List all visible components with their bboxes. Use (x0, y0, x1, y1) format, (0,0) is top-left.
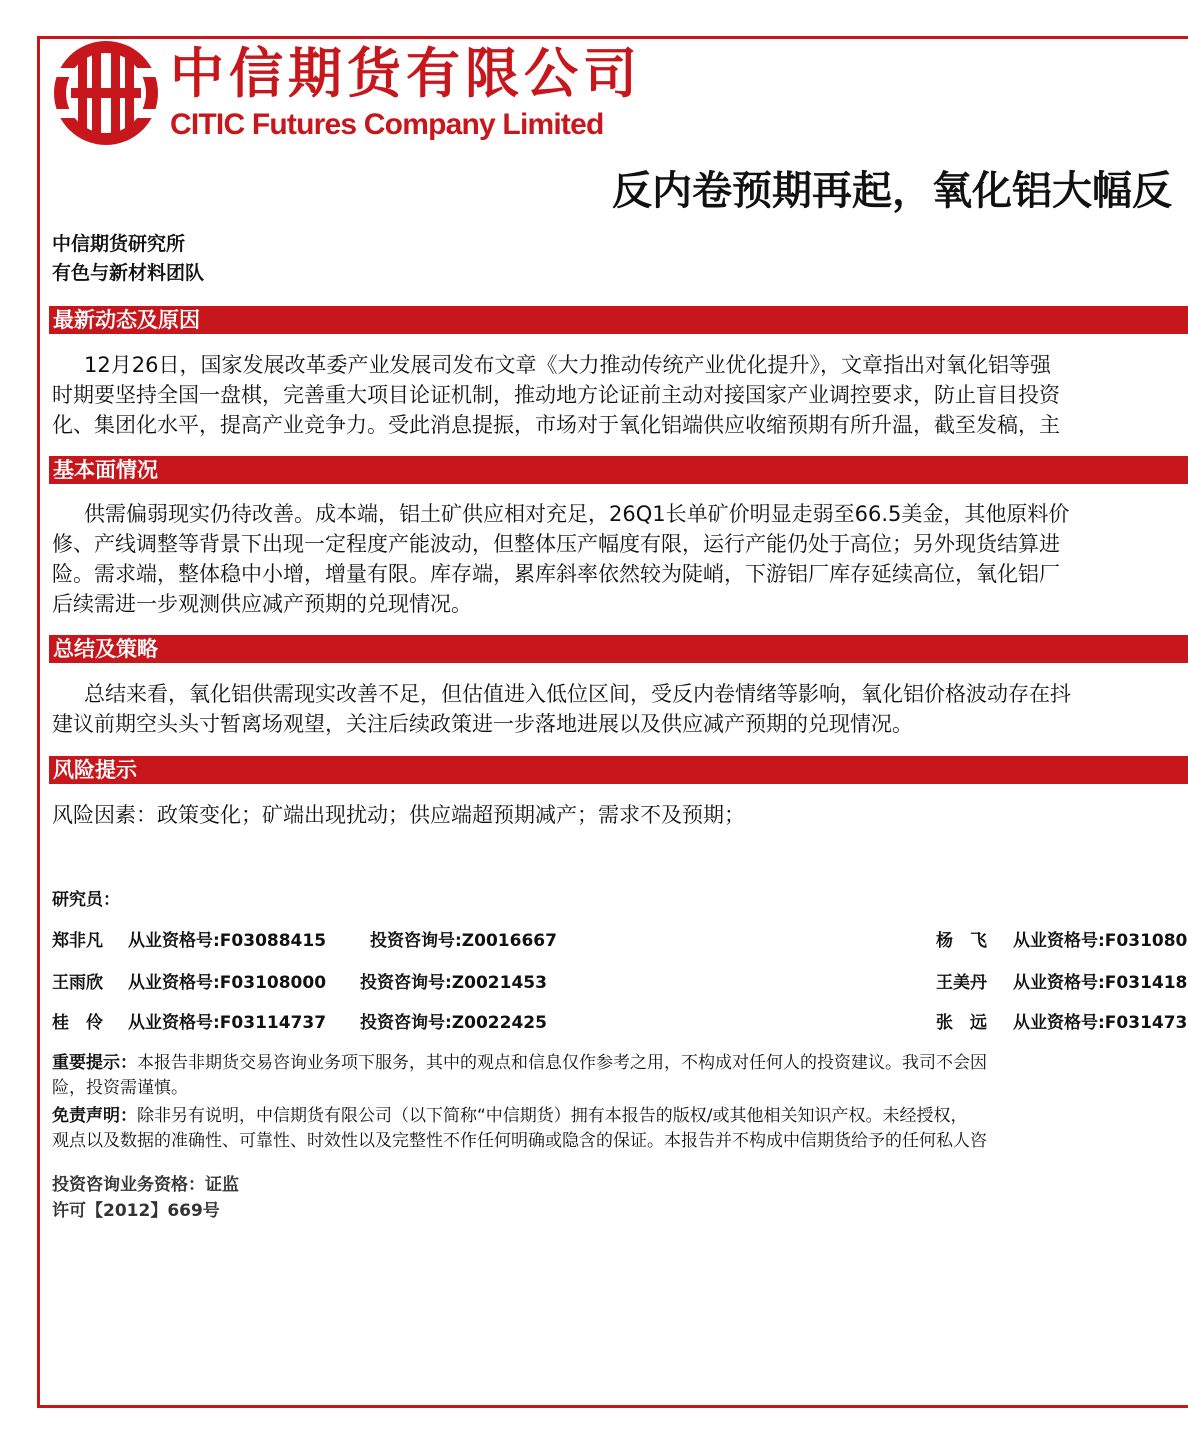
researcher-name: 桂 伶 (52, 1013, 103, 1033)
researcher-name: 杨 飞 (936, 931, 987, 951)
researcher-investment-id: 投资咨询号:Z0021453 (360, 973, 547, 993)
researchers-label: 研究员： (52, 890, 120, 910)
license-line-1: 投资咨询业务资格：证监 (52, 1175, 239, 1195)
company-name-en: CITIC Futures Company Limited (170, 108, 604, 141)
org-institute: 中信期货研究所 (52, 233, 186, 255)
important-notice-cont: 险，投资需谨慎。 (52, 1078, 188, 1098)
disclaimer-cont: 观点以及数据的准确性、可靠性、时效性以及完整性不作任何明确或隐含的保证。本报告并不构成中信期货给予的任何私人咨 (52, 1131, 987, 1151)
section-header-news: 最新动态及原因 (49, 306, 1188, 334)
important-notice-text: 本报告非期货交易咨询业务项下服务，其中的观点和信息仅作参考之用，不构成对任何人的投资建议。我司不会因 (137, 1053, 987, 1073)
researcher-qualification: 从业资格号:F03088415 (128, 931, 327, 951)
section-header-risk: 风险提示 (49, 756, 1188, 784)
researcher-qualification: 从业资格号:F03114737 (128, 1013, 327, 1033)
citic-logo-icon (51, 38, 161, 148)
researcher-qualification: 从业资格号:F03108000 (128, 973, 327, 993)
report-title: 反内卷预期再起，氧化铝大幅反 (612, 168, 1172, 214)
paragraph-line: 建议前期空头头寸暂离场观望，关注后续政策进一步落地进展以及供应减产预期的兑现情况。 (52, 712, 913, 736)
paragraph-line: 险。需求端，整体稳中小增，增量有限。库存端，累库斜率依然较为陡峭，下游铝厂库存延续高位，氧化铝厂 (52, 562, 1060, 586)
researcher-name: 郑非凡 (52, 931, 103, 951)
paragraph-line: 修、产线调整等背景下出现一定程度产能波动，但整体压产幅度有限，运行产能仍处于高位；另外现货结算进 (52, 532, 1060, 556)
license-line-2: 许可【2012】669号 (52, 1201, 220, 1221)
paragraph-line: 时期要坚持全国一盘棋，完善重大项目论证机制，推动地方论证前主动对接国家产业调控要求，防止盲目投资 (52, 383, 1060, 407)
researcher-qualification: 从业资格号:F031473 (1013, 1013, 1188, 1033)
section-body-fundamentals (52, 499, 1188, 619)
org-team: 有色与新材料团队 (52, 262, 205, 284)
important-notice-label: 重要提示： (52, 1053, 137, 1073)
researcher-qualification: 从业资格号:F031080 (1013, 931, 1188, 951)
disclaimer-text: 除非另有说明，中信期货有限公司（以下简称“中信期货）拥有本报告的版权/或其他相关知识产权。未经授权， (137, 1106, 968, 1126)
researcher-qualification: 从业资格号:F031418 (1013, 973, 1188, 993)
researcher-name: 王美丹 (936, 973, 987, 993)
researcher-investment-id: 投资咨询号:Z0016667 (370, 931, 557, 951)
section-body-news (52, 350, 1188, 440)
company-name-cn: 中信期货有限公司 (170, 41, 642, 105)
paragraph-line: 后续需进一步观测供应减产预期的兑现情况。 (52, 592, 472, 616)
paragraph-line: 总结来看，氧化铝供需现实改善不足，但估值进入低位区间，受反内卷情绪等影响，氧化铝价格波动存在抖 (84, 682, 1071, 706)
researcher-name: 张 远 (936, 1013, 987, 1033)
disclaimer (52, 1104, 968, 1129)
section-header-summary: 总结及策略 (49, 635, 1188, 663)
researcher-investment-id: 投资咨询号:Z0022425 (360, 1013, 547, 1033)
risk-text: 风险因素：政策变化；矿端出现扰动；供应端超预期减产；需求不及预期； (52, 803, 745, 827)
important-notice (52, 1051, 987, 1076)
disclaimer-label: 免责声明： (52, 1106, 137, 1126)
paragraph-line: 12月26日，国家发展改革委产业发展司发布文章《大力推动传统产业优化提升》，文章指出对氧化铝等强 (84, 353, 1051, 377)
section-header-fundamentals: 基本面情况 (49, 456, 1188, 484)
paragraph-line: 化、集团化水平，提高产业竞争力。受此消息提振，市场对于氧化铝端供应收缩预期有所升温，截至发稿，主 (52, 413, 1060, 437)
section-body-risk (52, 800, 1188, 830)
researcher-name: 王雨欣 (52, 973, 103, 993)
paragraph-line: 供需偏弱现实仍待改善。成本端，铝土矿供应相对充足，26Q1长单矿价明显走弱至66.5美金，其他原料价 (84, 502, 1070, 526)
section-body-summary (52, 679, 1188, 739)
